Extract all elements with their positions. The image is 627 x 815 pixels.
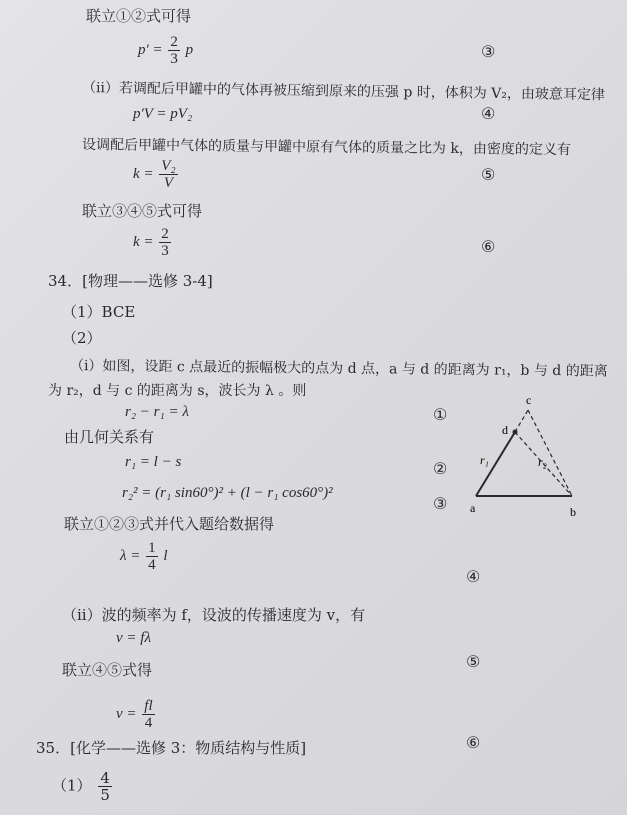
fraction — [168, 34, 180, 67]
equation: r₂² = (r₁ sin60°)² + (l − r₁ cos60°)² — [122, 485, 333, 501]
eq-tail: p — [185, 41, 194, 58]
denominator: 4 — [144, 715, 153, 731]
equation-number: ⑥ — [481, 237, 496, 256]
fraction — [146, 540, 158, 573]
fraction — [159, 226, 171, 259]
text-line: 联立④⑤式得 — [62, 661, 153, 679]
numerator: V₂ — [161, 158, 176, 174]
text-line: （2） — [62, 329, 102, 347]
numerator: fl — [144, 698, 153, 714]
equation — [133, 158, 180, 191]
text-line: 设调配后甲罐中气体的质量与甲罐中原有气体的质量之比为 k，由密度的定义有 — [81, 137, 571, 159]
eq-lhs: k = — [133, 233, 154, 250]
numerator: 1 — [148, 540, 156, 556]
numerator: 2 — [170, 34, 178, 50]
equation-number: ⑤ — [466, 652, 481, 671]
equation — [133, 226, 173, 259]
equation: p′V = pV₂ — [133, 106, 193, 122]
equation — [138, 34, 193, 67]
eq-lhs: v = — [116, 705, 137, 722]
section-heading: 35．[化学——选修 3：物质结构与性质] — [36, 739, 307, 757]
label-b: b — [570, 505, 576, 519]
label-r2: r₂ — [538, 455, 547, 469]
section-heading: 34．[物理——选修 3-4] — [48, 272, 213, 290]
equation-number: ④ — [466, 567, 481, 586]
equation-number: ③ — [433, 494, 448, 513]
eq-lhs: p′ = — [138, 41, 163, 58]
eq-lhs: λ = — [120, 547, 141, 564]
denominator: 3 — [161, 243, 169, 259]
equation — [116, 698, 157, 731]
equation-number: ② — [433, 459, 448, 478]
text-line: 由几何关系有 — [64, 428, 155, 446]
equation-number: ④ — [481, 104, 496, 123]
equation — [120, 540, 168, 573]
equation-number: ① — [433, 405, 448, 424]
denominator: 5 — [100, 786, 110, 804]
fraction — [98, 770, 112, 803]
denominator: V — [163, 175, 174, 191]
text-line: （ii）若调配后甲罐中的气体再被压缩到原来的压强 p 时，体积为 V₂，由玻意耳定律 — [81, 80, 606, 104]
triangle-diagram — [452, 392, 592, 522]
eq-tail: l — [163, 547, 168, 564]
label-c: c — [526, 393, 532, 407]
text-line: （ii）波的频率为 f，设波的传播速度为 v，有 — [62, 606, 366, 624]
side-cb — [528, 410, 572, 496]
text-line: 为 r₂，d 与 c 的距离为 s，波长为 λ 。则 — [48, 383, 307, 399]
numerator: 2 — [161, 226, 169, 242]
eq-lhs: （1） — [52, 776, 92, 795]
numerator: 4 — [100, 769, 110, 787]
label-r1: r₁ — [480, 453, 489, 467]
fraction — [159, 158, 177, 191]
equation-number: ⑥ — [466, 733, 481, 752]
text-line: 联立①②式可得 — [86, 7, 192, 25]
point-d — [513, 430, 518, 435]
text-line: 联立①②③式并代入题给数据得 — [64, 515, 275, 533]
equation-number: ⑤ — [481, 165, 496, 184]
equation: r₁ = l − s — [125, 454, 182, 470]
equation: r₂ − r₁ = λ — [125, 404, 189, 420]
denominator: 4 — [148, 557, 156, 573]
equation — [52, 770, 114, 803]
eq-lhs: k = — [133, 165, 154, 182]
equation: v = fλ — [116, 630, 151, 646]
fraction — [142, 698, 154, 731]
text-line: （1）BCE — [62, 303, 136, 321]
side-dc — [515, 410, 528, 432]
equation-number: ③ — [481, 42, 496, 61]
denominator: 3 — [170, 51, 178, 67]
text-line: （i）如图，设距 c 点最近的振幅极大的点为 d 点，a 与 d 的距离为 r₁，b 与 d 的距离 — [69, 358, 608, 380]
label-d: d — [502, 423, 508, 437]
label-a: a — [470, 501, 476, 515]
text-line: 联立③④⑤式可得 — [82, 202, 203, 220]
